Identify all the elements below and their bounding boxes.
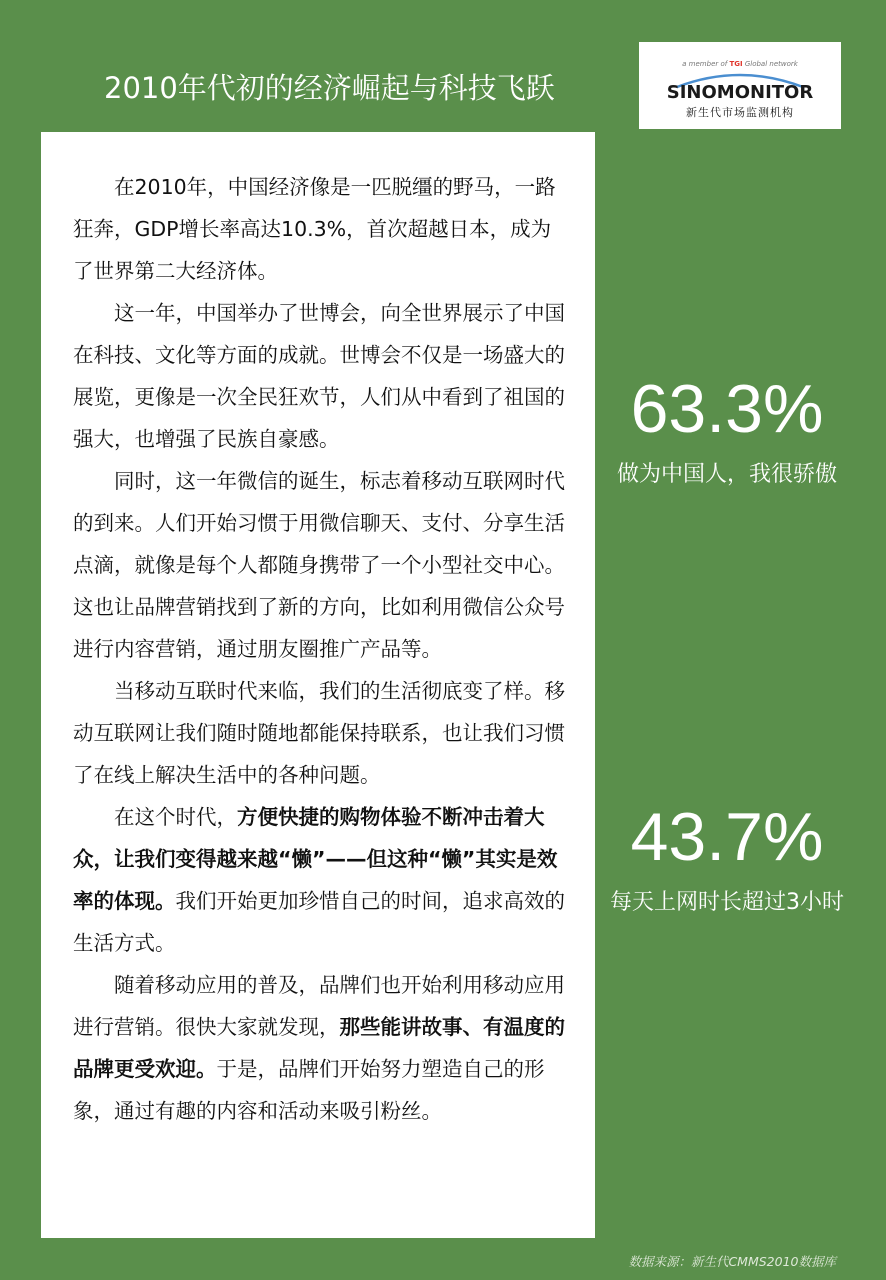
article-panel (41, 132, 595, 1238)
article-body (73, 166, 565, 1132)
paragraph-5-tail: 我们开始更加珍惜自己的时间，追求高效的生活方式。 (73, 889, 565, 955)
paragraph-4: 当移动互联时代来临，我们的生活彻底变了样。移动互联网让我们随时随地都能保持联系，也让我们习惯了在线上解决生活中的各种问题。 (73, 679, 565, 787)
data-source: 数据来源：新生代CMMS2010数据库 (628, 1254, 836, 1269)
stat-proud (598, 372, 856, 490)
paragraph-5-lead: 在这个时代， (114, 805, 237, 829)
paragraph-6-tail: 于是，品牌们开始努力塑造自己的形象，通过有趣的内容和活动来吸引粉丝。 (73, 1057, 545, 1123)
stat-online-time-label: 每天上网时长超过3小时 (610, 890, 844, 915)
stat-online-time-value: 43.7% (630, 799, 824, 875)
paragraph-5 (73, 796, 565, 964)
logo-subtitle: 新生代市场监测机构 (686, 106, 794, 119)
paragraph-1: 在2010年，中国经济像是一匹脱缰的野马，一路狂奔，GDP增长率高达10.3%，首次超越日本，成为了世界第二大经济体。 (73, 175, 556, 283)
logo-tgi: TGI (729, 60, 743, 68)
paragraph-3: 同时，这一年微信的诞生，标志着移动互联网时代的到来。人们开始习惯于用微信聊天、支付、分享生活点滴，就像是每个人都随身携带了一个小型社交中心。这也让品牌营销找到了新的方向，比如利用微信公众号进行内容营销，通过朋友圈推广产品等。 (73, 469, 565, 661)
paragraph-2: 这一年，中国举办了世博会，向全世界展示了中国在科技、文化等方面的成就。世博会不仅是一场盛大的展览，更像是一次全民狂欢节，人们从中看到了祖国的强大，也增强了民族自豪感。 (73, 301, 565, 451)
stat-proud-value: 63.3% (630, 371, 824, 447)
stat-proud-label: 做为中国人，我很骄傲 (616, 462, 837, 487)
paragraph-6-lead: 随着移动应用的普及，品牌们也开始利用移动应用进行营销。很快大家就发现， (73, 973, 565, 1039)
logo-tagline-suffix: Global network (744, 60, 798, 68)
paragraph-6-bold: 那些能讲故事、有温度的品牌更受欢迎。 (73, 1015, 565, 1081)
stat-online-time (598, 800, 856, 918)
page-title: 2010年代初的经济崛起与科技飞跃 (104, 71, 555, 105)
logo-tagline-prefix: a member of (682, 60, 728, 68)
paragraph-6 (73, 964, 565, 1132)
logo-name: SINOMONITOR (666, 82, 814, 103)
sinomonitor-logo (639, 42, 841, 129)
paragraph-5-bold: 方便快捷的购物体验不断冲击着大众，让我们变得越来越“懒”——但这种“懒”其实是效率的体现。 (73, 805, 558, 913)
